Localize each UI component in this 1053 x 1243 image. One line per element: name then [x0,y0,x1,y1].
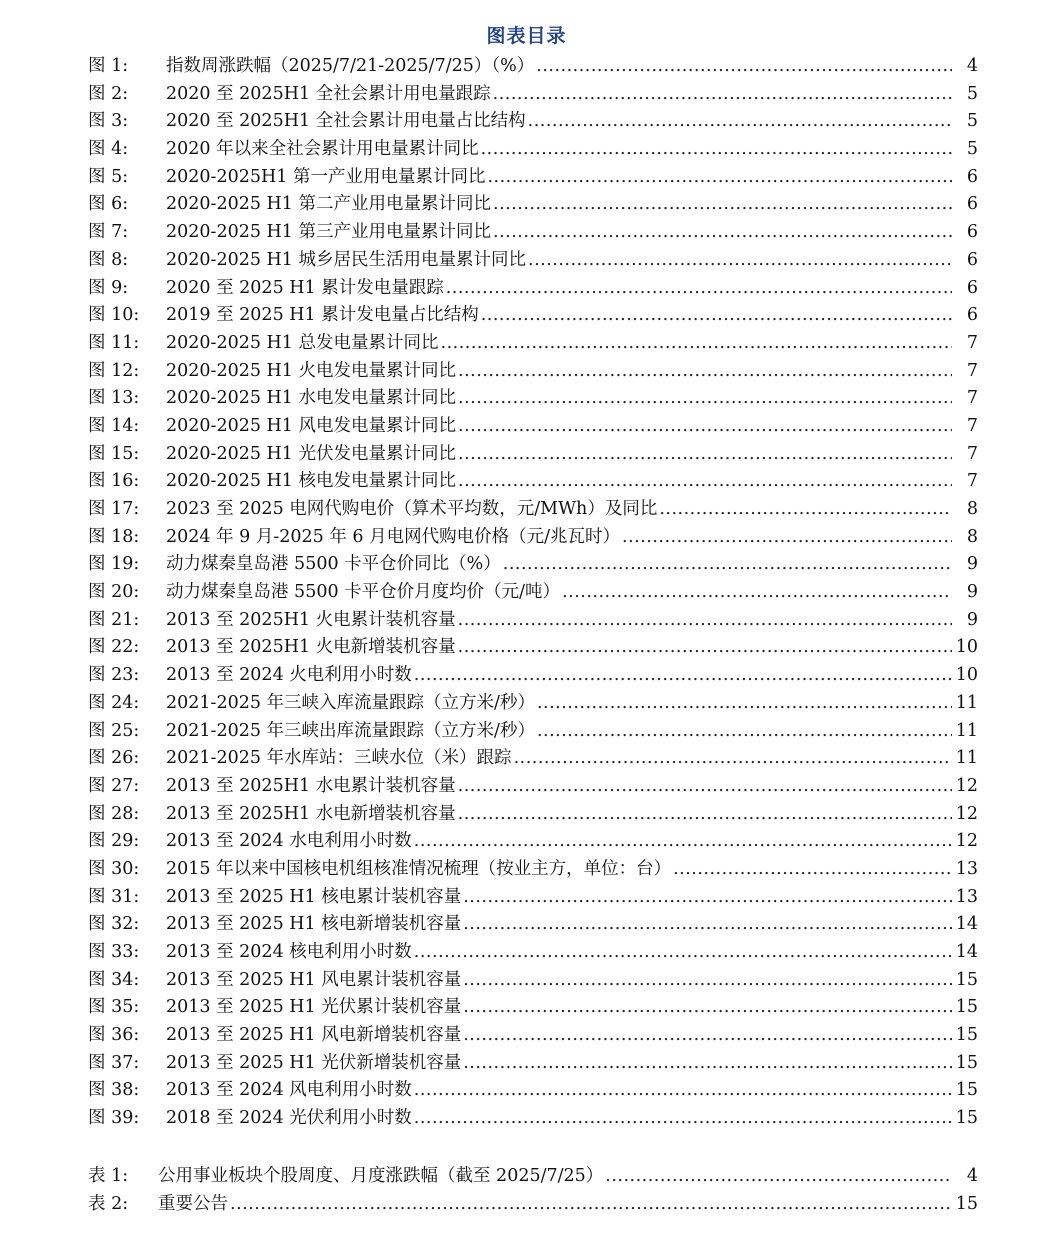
dot-leader [458,634,952,662]
dot-leader [458,413,952,441]
entry-page-number: 8 [966,499,978,519]
figure-entry[interactable] [88,330,978,358]
figure-entry[interactable] [88,358,978,386]
entry-page-number: 5 [966,111,978,132]
figure-entry[interactable] [88,441,978,469]
figure-entry[interactable] [88,939,978,967]
entry-title: 2013 至 2025 H1 光伏新增装机容量 [166,1052,462,1073]
entry-title: 2013 至 2025H1 水电累计装机容量 [166,775,456,796]
figure-entry[interactable] [88,81,978,109]
entry-number: 图 8: [88,249,129,270]
entry-page-number: 6 [966,166,978,187]
figure-entry[interactable] [88,496,978,524]
entry-title: 2021-2025 年三峡出库流量跟踪（立方米/秒） [166,720,535,741]
figure-entry[interactable] [88,634,978,662]
entry-page-number: 13 [955,858,978,879]
dot-leader [414,939,952,967]
entry-number: 表 1: [88,1166,129,1186]
entry-page-number: 14 [955,914,978,935]
entry-page-number: 10 [955,637,978,658]
entry-page-number: 10 [955,665,978,686]
entry-page-number: 6 [966,277,978,298]
entry-page-number: 15 [955,997,978,1018]
figure-entry[interactable] [88,856,978,884]
entry-page-number: 12 [955,831,978,852]
entry-number: 图 14: [88,415,140,436]
figure-entry[interactable] [88,690,978,718]
entry-number: 图 3: [88,111,129,132]
entry-page-number: 15 [955,969,978,990]
entry-title: 2013 至 2025H1 火电新增装机容量 [166,637,456,658]
entry-title: 2020-2025 H1 第二产业用电量累计同比 [166,194,492,215]
dot-leader [463,1050,952,1078]
entry-title: 2020-2025 H1 光伏发电量累计同比 [166,443,457,464]
figure-entry[interactable] [88,191,978,219]
entry-number: 图 12: [88,360,140,381]
entry-title: 2020-2025H1 第一产业用电量累计同比 [166,166,486,187]
entry-number: 图 1: [88,56,129,76]
table-list [88,1163,978,1218]
entry-number: 图 11: [88,332,140,353]
entry-title: 2020-2025 H1 风电发电量累计同比 [166,415,457,436]
figure-entry[interactable] [88,607,978,635]
entry-page-number: 7 [966,443,978,464]
entry-number: 图 32: [88,914,140,935]
entry-title: 2020 至 2025 H1 累计发电量跟踪 [166,277,444,298]
entry-number: 图 36: [88,1025,140,1046]
entry-number: 图 4: [88,139,129,160]
figure-entry[interactable] [88,662,978,690]
entry-page-number: 6 [966,194,978,215]
table-entry[interactable] [88,1163,978,1191]
dot-leader [414,828,952,856]
dot-leader [528,108,952,136]
dot-leader [463,967,952,995]
entry-page-number: 15 [955,1052,978,1073]
entry-page-number: 9 [966,609,978,630]
entry-title: 2013 至 2024 风电利用小时数 [166,1080,412,1101]
entry-page-number: 11 [955,692,978,713]
entry-title: 2013 至 2024 水电利用小时数 [166,831,412,852]
dot-leader [458,607,952,635]
entry-number: 图 35: [88,997,140,1018]
dot-leader [537,690,952,718]
dot-leader [605,1163,952,1191]
entry-page-number: 11 [955,748,978,769]
entry-title: 2020-2025 H1 城乡居民生活用电量累计同比 [166,249,527,270]
entry-page-number: 9 [966,582,978,603]
figure-entry[interactable] [88,551,978,579]
entry-page-number: 8 [966,526,978,547]
entry-title: 公用事业板块个股周度、月度涨跌幅（截至 2025/7/25） [158,1166,604,1186]
figure-entry[interactable] [88,911,978,939]
entry-title: 2020-2025 H1 总发电量累计同比 [166,332,439,353]
dot-leader [503,551,952,579]
entry-number: 图 13: [88,388,140,409]
entry-number: 图 37: [88,1052,140,1073]
figure-entry[interactable] [88,745,978,773]
entry-number: 图 31: [88,886,140,907]
entry-page-number: 9 [966,554,978,575]
entry-number: 图 27: [88,775,140,796]
figure-entry[interactable] [88,468,978,496]
entry-number: 图 26: [88,748,140,769]
entry-number: 图 19: [88,554,140,575]
entry-number: 图 28: [88,803,140,824]
dot-leader [458,801,952,829]
dot-leader [481,302,952,330]
entry-number: 图 34: [88,969,140,990]
dot-leader [493,81,952,109]
entry-page-number: 5 [966,83,978,104]
entry-title: 2019 至 2025 H1 累计发电量占比结构 [166,305,479,326]
entry-title: 2013 至 2025H1 火电累计装机容量 [166,609,456,630]
dot-leader [481,136,952,164]
entry-page-number: 4 [966,56,978,76]
figure-entry[interactable] [88,1022,978,1050]
figure-list [88,53,978,1133]
entry-page-number: 11 [955,720,978,741]
dot-leader [414,1105,952,1133]
entry-title: 2020-2025 H1 核电发电量累计同比 [166,471,457,492]
figure-entry[interactable] [88,108,978,136]
entry-title: 2024 年 9 月-2025 年 6 月电网代购电价格（元/兆瓦时） [166,526,621,547]
figure-entry[interactable] [88,718,978,746]
entry-page-number: 15 [955,1025,978,1046]
entry-title: 2020-2025 H1 水电发电量累计同比 [166,388,457,409]
dot-leader [230,1191,952,1219]
entry-page-number: 7 [966,471,978,492]
figure-entry[interactable] [88,967,978,995]
dot-leader [537,718,952,746]
dot-leader [536,53,952,81]
figure-entry[interactable] [88,413,978,441]
dot-leader [528,247,952,275]
figure-entry[interactable] [88,828,978,856]
entry-title: 2020-2025 H1 第三产业用电量累计同比 [166,222,492,243]
dot-leader [463,911,952,939]
entry-page-number: 15 [955,1108,978,1129]
dot-leader [414,662,952,690]
entry-page-number: 5 [966,139,978,160]
figure-entry[interactable] [88,385,978,413]
entry-title: 2013 至 2024 核电利用小时数 [166,942,412,962]
entry-page-number: 12 [955,775,978,796]
figure-entry[interactable] [88,1050,978,1078]
entry-number: 图 39: [88,1108,140,1129]
entry-number: 图 6: [88,194,129,215]
entry-number: 图 24: [88,692,140,713]
entry-number: 图 5: [88,166,129,187]
entry-title: 2020-2025 H1 火电发电量累计同比 [166,360,457,381]
dot-leader [458,773,952,801]
figure-entry[interactable] [88,53,978,81]
figure-entry[interactable] [88,801,978,829]
entry-page-number: 7 [966,388,978,409]
entry-page-number: 13 [955,886,978,907]
entry-number: 图 20: [88,582,140,603]
entry-number: 图 23: [88,665,140,686]
figure-entry[interactable] [88,275,978,303]
entry-title: 2020 至 2025H1 全社会累计用电量跟踪 [166,83,491,104]
figure-entry[interactable] [88,164,978,192]
dot-leader [463,884,952,912]
dot-leader [446,275,952,303]
figure-entry[interactable] [88,524,978,552]
entry-number: 图 7: [88,222,129,243]
figure-entry[interactable] [88,302,978,330]
table-entry[interactable] [88,1191,978,1219]
dot-leader [673,856,952,884]
entry-number: 图 33: [88,942,140,962]
entry-title: 2013 至 2025H1 水电新增装机容量 [166,803,456,824]
entry-number: 表 2: [88,1193,129,1214]
dot-leader [622,524,952,552]
figure-entry[interactable] [88,247,978,275]
entry-number: 图 16: [88,471,140,492]
dot-leader [458,385,952,413]
dot-leader [514,745,952,773]
entry-number: 图 15: [88,443,140,464]
entry-number: 图 30: [88,858,140,879]
entry-title: 2013 至 2025 H1 光伏累计装机容量 [166,997,462,1018]
entry-title: 重要公告 [158,1193,228,1214]
toc-heading: 图表目录 [486,25,567,47]
dot-leader [659,496,952,524]
figure-entry[interactable] [88,1105,978,1133]
entry-page-number: 15 [955,1193,978,1214]
dot-leader [493,219,952,247]
dot-leader [458,358,952,386]
entry-number: 图 18: [88,526,140,547]
entry-title: 2020 年以来全社会累计用电量累计同比 [166,139,479,160]
entry-title: 2013 至 2025 H1 核电新增装机容量 [166,914,462,935]
entry-title: 动力煤秦皇岛港 5500 卡平仓价同比（%） [166,554,501,575]
figure-entry[interactable] [88,1077,978,1105]
entry-title: 指数周涨跌幅（2025/7/21-2025/7/25）（%） [166,56,535,76]
entry-title: 2013 至 2024 火电利用小时数 [166,665,412,686]
entry-title: 2021-2025 年三峡入库流量跟踪（立方米/秒） [166,692,535,713]
dot-leader [562,579,952,607]
entry-title: 动力煤秦皇岛港 5500 卡平仓价月度均价（元/吨） [166,582,561,603]
dot-leader [463,1022,952,1050]
entry-page-number: 14 [955,942,978,962]
figure-entry[interactable] [88,136,978,164]
entry-number: 图 25: [88,720,140,741]
entry-number: 图 29: [88,831,140,852]
entry-number: 图 17: [88,499,140,519]
entry-title: 2018 至 2024 光伏利用小时数 [166,1108,412,1129]
entry-page-number: 7 [966,360,978,381]
dot-leader [487,164,952,192]
entry-page-number: 7 [966,332,978,353]
entry-title: 2023 至 2025 电网代购电价（算术平均数，元/MWh）及同比 [166,499,658,519]
dot-leader [441,330,952,358]
entry-page-number: 6 [966,305,978,326]
entry-number: 图 38: [88,1080,140,1101]
figure-entry[interactable] [88,994,978,1022]
dot-leader [493,191,952,219]
dot-leader [458,468,952,496]
entry-title: 2020 至 2025H1 全社会累计用电量占比结构 [166,111,526,132]
entry-title: 2013 至 2025 H1 风电累计装机容量 [166,969,462,990]
entry-page-number: 7 [966,415,978,436]
entry-page-number: 6 [966,222,978,243]
entry-title: 2021-2025 年水库站：三峡水位（米）跟踪 [166,748,512,769]
entry-number: 图 21: [88,609,140,630]
entry-title: 2015 年以来中国核电机组核准情况梳理（按业主方，单位：台） [166,858,672,879]
figure-entry[interactable] [88,884,978,912]
entry-page-number: 15 [955,1080,978,1101]
entry-page-number: 6 [966,249,978,270]
figure-entry[interactable] [88,219,978,247]
dot-leader [463,994,952,1022]
figure-entry[interactable] [88,579,978,607]
entry-number: 图 10: [88,305,140,326]
dot-leader [414,1077,952,1105]
entry-title: 2013 至 2025 H1 核电累计装机容量 [166,886,462,907]
entry-number: 图 2: [88,83,129,104]
figure-entry[interactable] [88,773,978,801]
entry-page-number: 12 [955,803,978,824]
entry-title: 2013 至 2025 H1 风电新增装机容量 [166,1025,462,1046]
entry-page-number: 4 [966,1166,978,1186]
entry-number: 图 22: [88,637,140,658]
entry-number: 图 9: [88,277,129,298]
dot-leader [458,441,952,469]
